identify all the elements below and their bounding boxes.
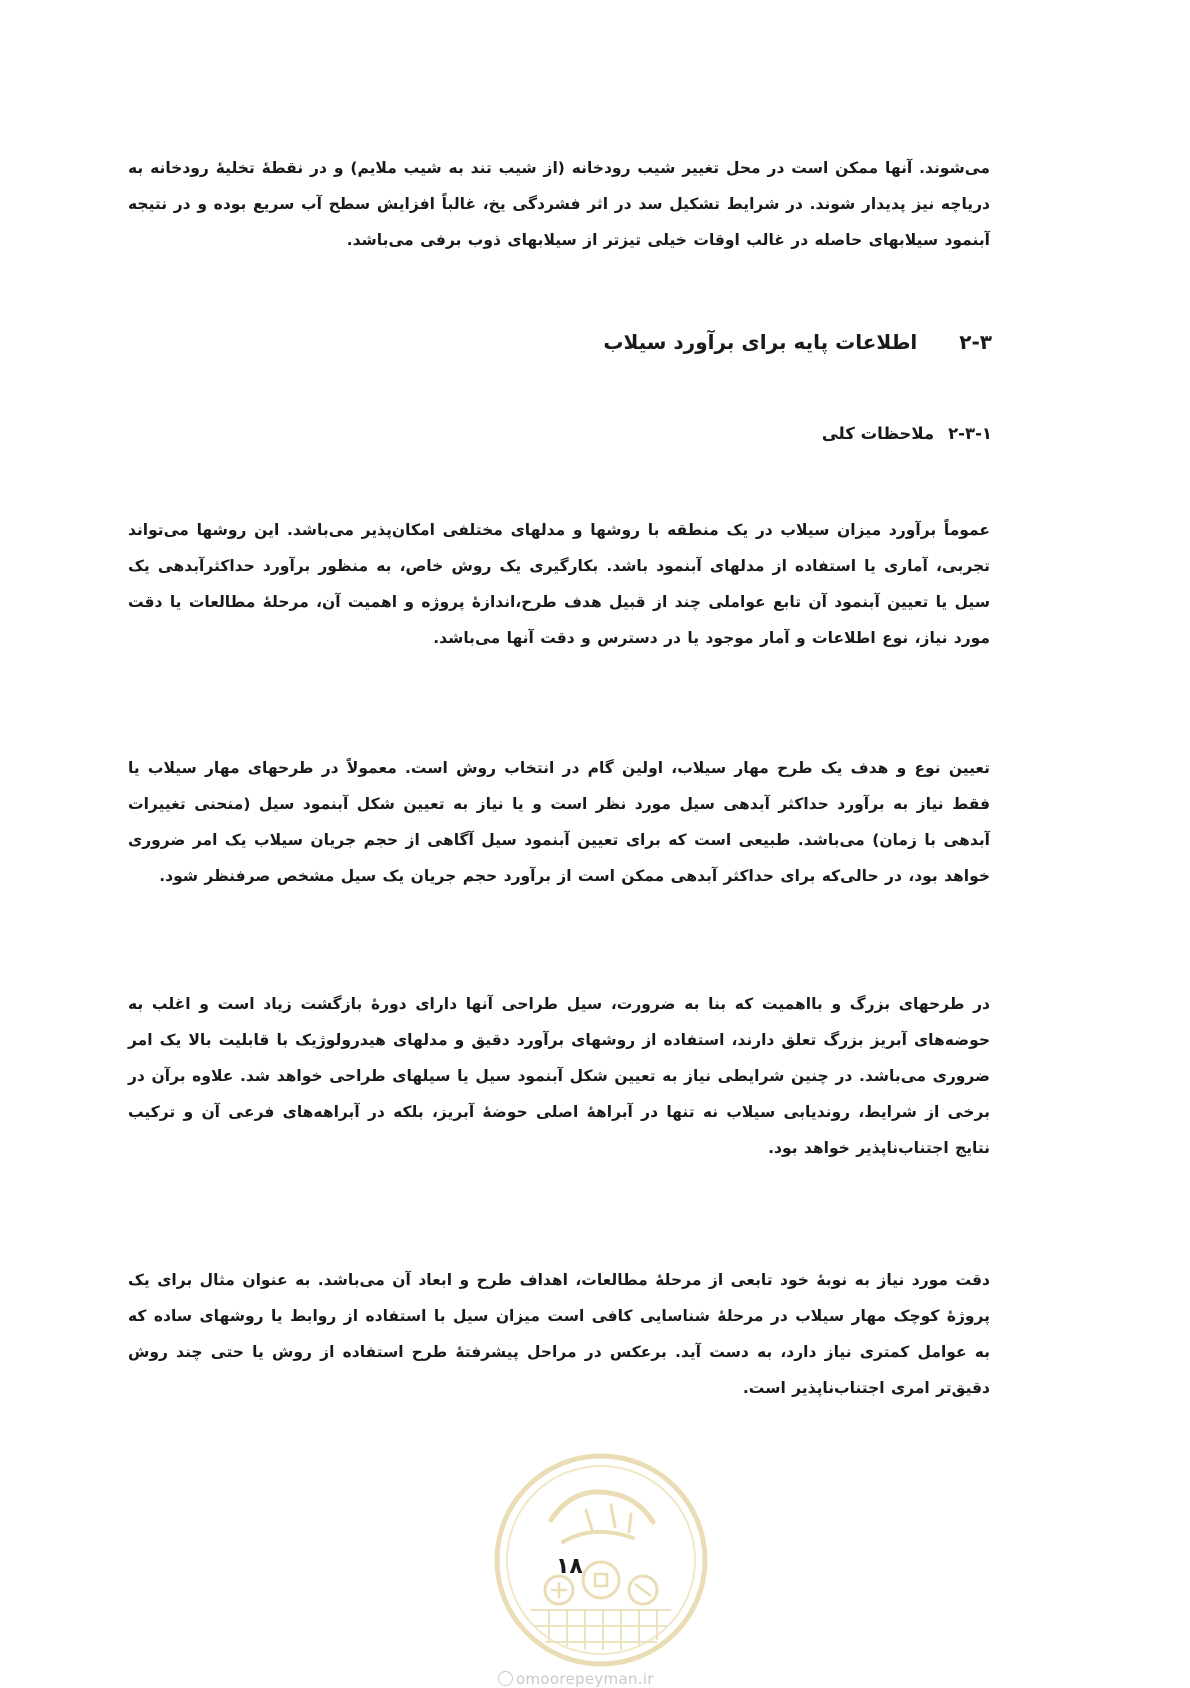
- paragraph-4: در طرحهای بزرگ و بااهمیت که بنا به ضرورت، سیل طراحی آنها دارای دورهٔ بازگشت زیاد است و اغلب به حوضه‌های آبریز بزرگ تعلق دارند، استفاده از روشهای برآورد دقیق و مدلهای هیدرولوژیک با قابلیت بالا یک امر ضروری می‌باشد. در چنین شرایطی نیاز به تعیین شکل آبنمود سیل یا سیلهای طراحی خواهد شد. علاوه برآن در برخی از شرایط، روندیابی سیلاب نه تنها در آبراههٔ اصلی حوضهٔ آبریز، بلکه در آبراهه‌های فرعی آن و ترکیب نتایج اجتناب‌ناپذیر خواهد بود.: [128, 995, 990, 1157]
- subsection-heading-number: ۲-۳-۱: [948, 424, 992, 443]
- subsection-heading-title: ملاحظات کلی: [821, 424, 935, 443]
- section-heading-number: ۲-۳: [959, 330, 992, 354]
- section-heading: [603, 330, 992, 354]
- paragraph-3: تعیین نوع و هدف یک طرح مهار سیلاب، اولین گام در انتخاب روش است. معمولاً در طرحهای مهار سیلاب یا فقط نیاز به برآورد حداکثر آبدهی سیل مورد نظر است و یا نیاز به تعیین شکل آبنمود سیل (منحنی تغییرات آبدهی با زمان) می‌باشد. طبیعی است که برای تعیین آبنمود سیل آگاهی از حجم جریان سیلاب یک امر ضروری خواهد بود، در حالی‌که برای حداکثر آبدهی ممکن است از برآورد حجم جریان یک سیل مشخص صرفنظر شود.: [128, 759, 990, 885]
- seal-watermark-icon: [491, 1450, 711, 1670]
- site-url-text: omoorepeyman.ir: [516, 1670, 654, 1688]
- paragraph-2: عموماً برآورد میزان سیلاب در یک منطقه با روشها و مدلهای مختلفی امکان‌پذیر می‌باشد. این روشها می‌تواند تجربی، آماری یا استفاده از مدلهای آبنمود باشد. بکارگیری یک روش خاص، به منظور برآورد حداکثرآبدهی یک سیل یا تعیین آبنمود آن تابع عواملی چند از قبیل هدف طرح،اندازهٔ پروژه و اهمیت آن، مرحلهٔ مطالعات یا دقت مورد نیاز، نوع اطلاعات و آمار موجود یا در دسترس و دقت آنها می‌باشد.: [128, 521, 990, 647]
- section-heading-title: اطلاعات پایه برای برآورد سیلاب: [603, 330, 918, 354]
- site-url-watermark: [498, 1670, 654, 1688]
- page-number: ۱۸: [556, 1554, 583, 1579]
- paragraph-5: دقت مورد نیاز به نوبهٔ خود تابعی از مرحلهٔ مطالعات، اهداف طرح و ابعاد آن می‌باشد. به عنوان مثال برای یک پروژهٔ کوچک مهار سیلاب در مرحلهٔ شناسایی کافی است میزان سیل با استفاده از روابط یا روشهای ساده که به عوامل کمتری نیاز دارد، به دست آید. برعکس در مراحل پیشرفتهٔ طرح استفاده از روش یا حتی چند روش دقیق‌تر امری اجتناب‌ناپذیر است.: [128, 1271, 990, 1397]
- paragraph-1: می‌شوند. آنها ممکن است در محل تغییر شیب رودخانه (از شیب تند به شیب ملایم) و در نقطهٔ تخلیهٔ رودخانه به دریاچه نیز پدیدار شوند. در شرایط تشکیل سد در اثر فشردگی یخ، غالباً افزایش سطح آب سریع بوده و در نتیجه آبنمود سیلابهای حاصله در غالب اوقات خیلی تیزتر از سیلابهای ذوب برفی می‌باشد.: [128, 159, 990, 249]
- subsection-heading: [822, 424, 992, 443]
